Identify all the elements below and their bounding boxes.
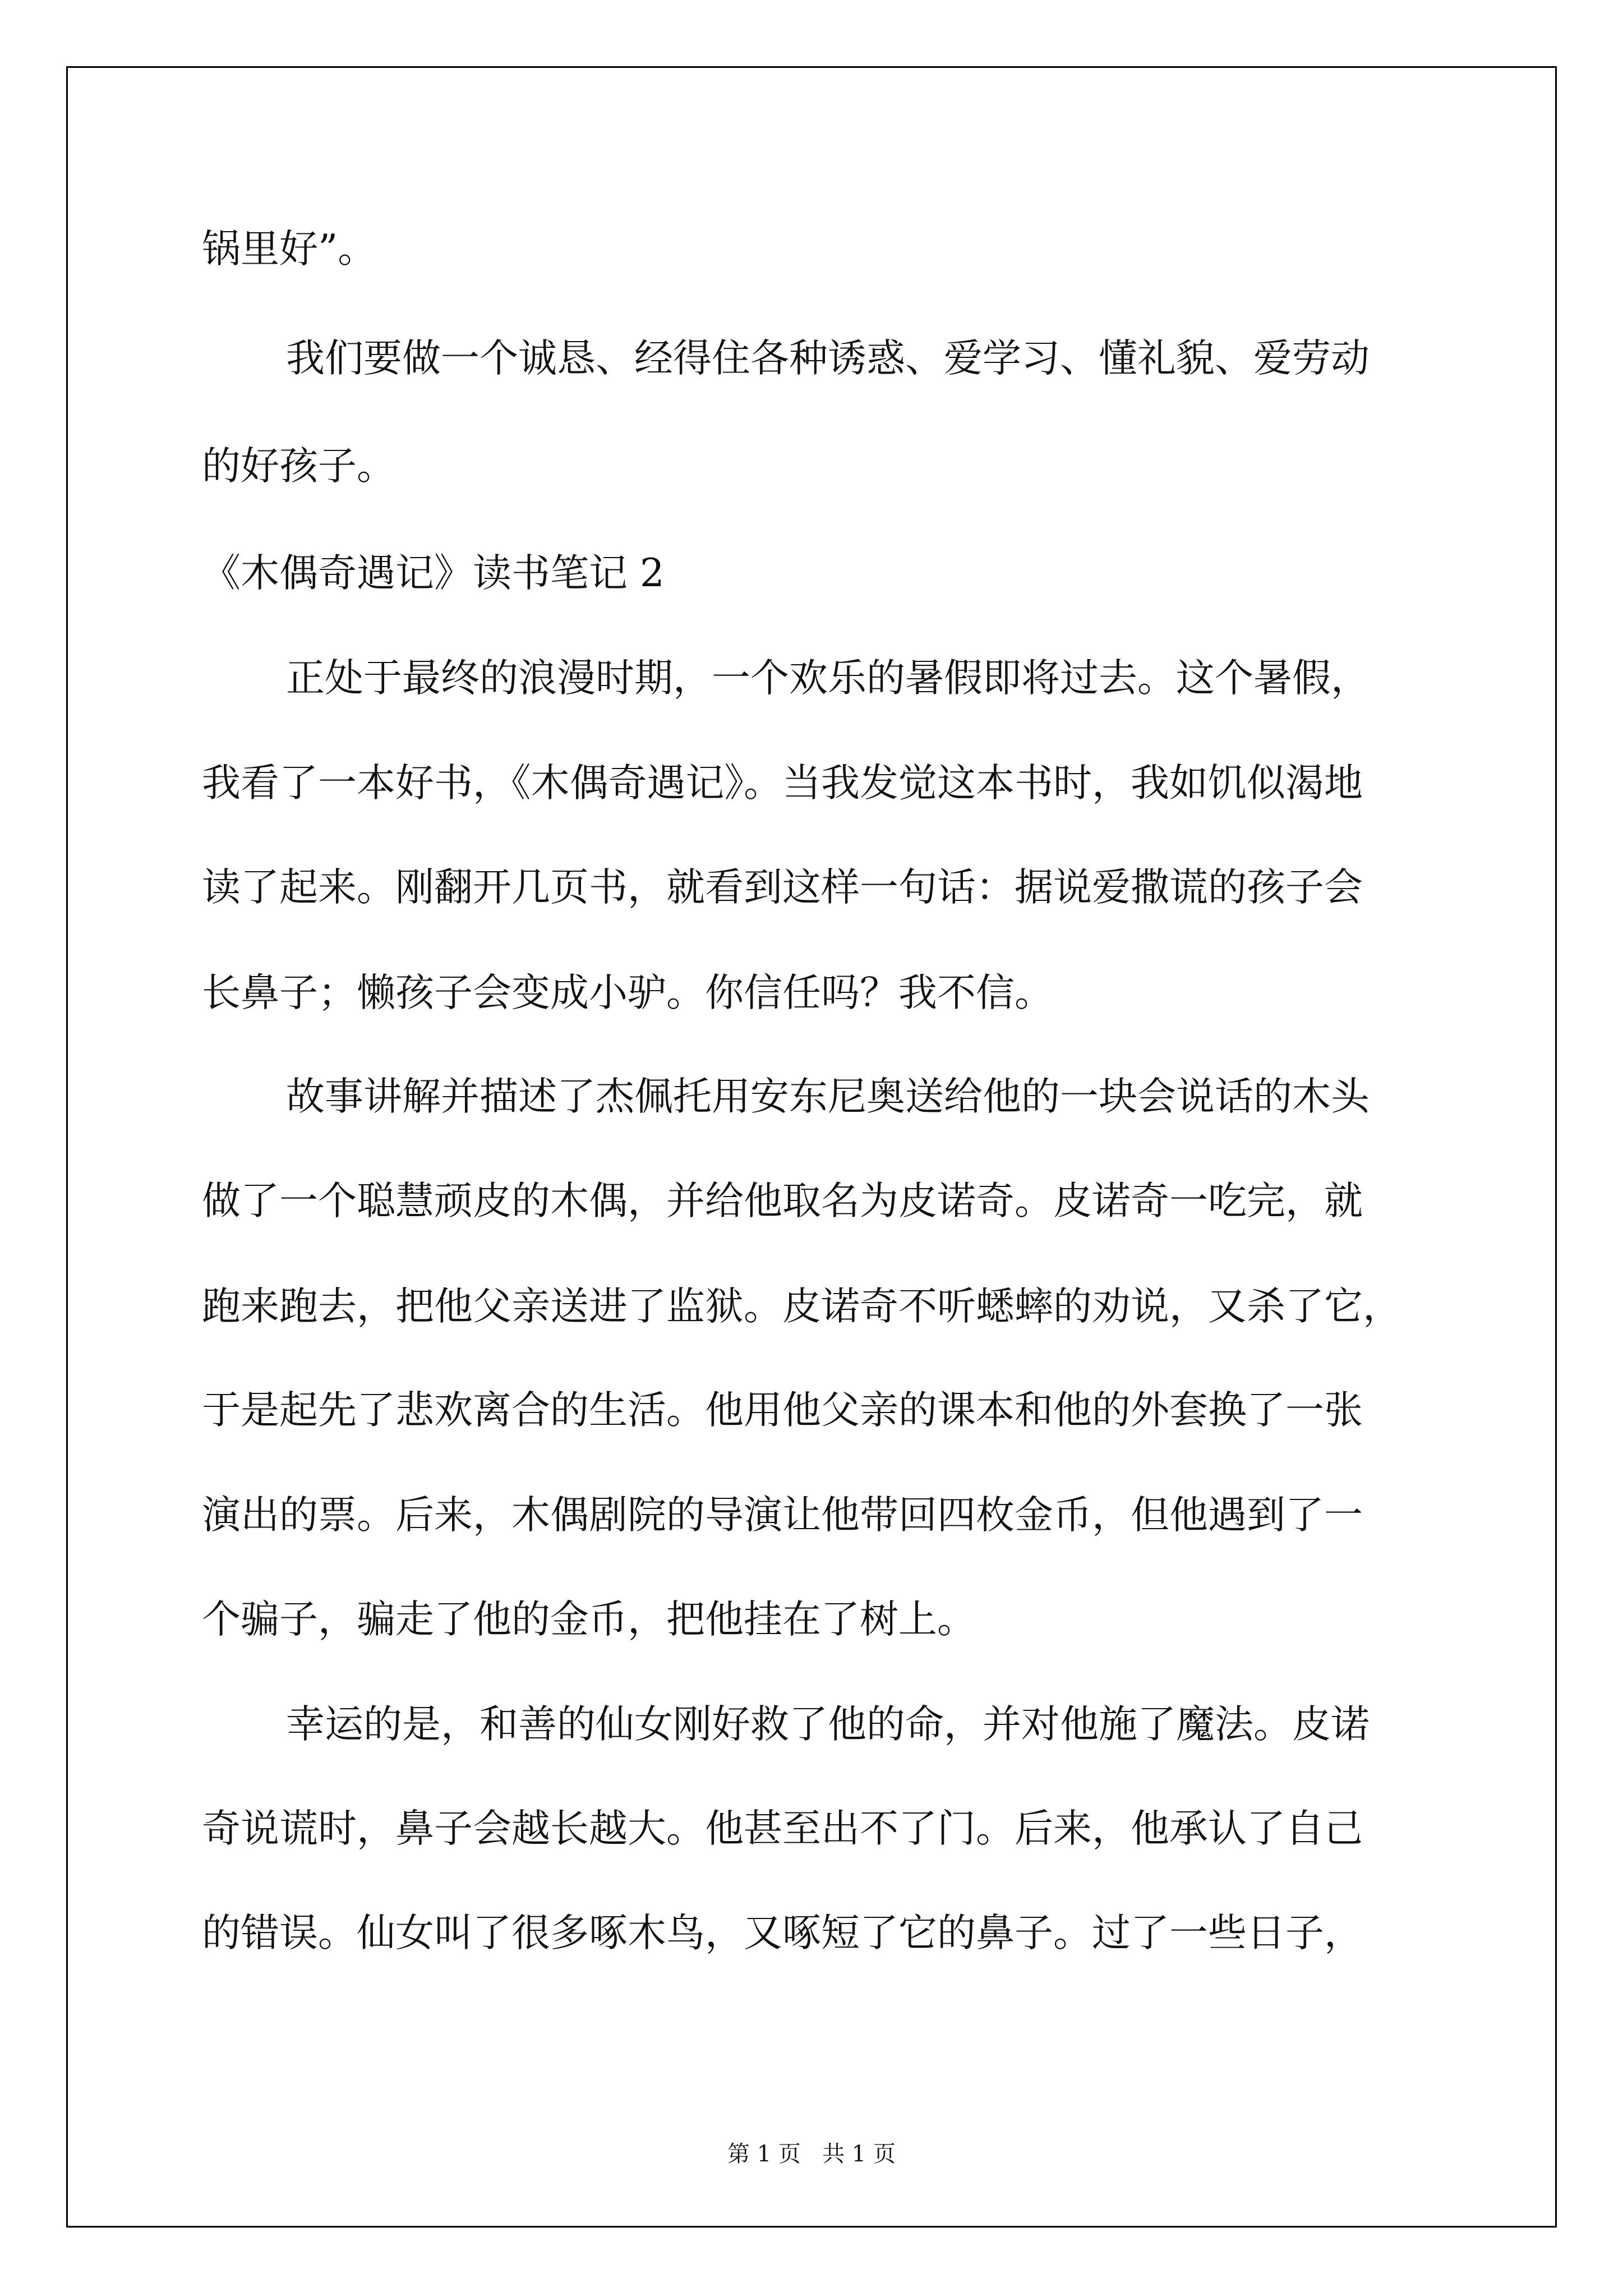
paragraph-line: 跑来跑去，把他父亲送进了监狱。皮诺奇不听蟋蟀的劝说，又杀了它，	[202, 1284, 1401, 1329]
paragraph-line: 奇说谎时，鼻子会越长越大。他甚至出不了门。后来，他承认了自己	[202, 1806, 1363, 1851]
paragraph-line: 幸运的是，和善的仙女刚好救了他的命，并对他施了魔法。皮诺	[286, 1702, 1370, 1747]
paragraph-line: 故事讲解并描述了杰佩托用安东尼奥送给他的一块会说话的木头	[286, 1074, 1370, 1119]
paragraph-line: 正处于最终的浪漫时期，一个欢乐的暑假即将过去。这个暑假，	[286, 656, 1370, 701]
page-border	[66, 66, 1557, 2228]
paragraph-line: 于是起先了悲欢离合的生活。他用他父亲的课本和他的外套换了一张	[202, 1388, 1363, 1433]
paragraph-line: 演出的票。后来，木偶剧院的导演让他带回四枚金币，但他遇到了一	[202, 1493, 1363, 1538]
paragraph-line: 的好孩子。	[202, 444, 395, 489]
paragraph-line: 做了一个聪慧顽皮的木偶，并给他取名为皮诺奇。皮诺奇一吃完，就	[202, 1179, 1363, 1223]
paragraph-line: 我们要做一个诚恳、经得住各种诱惑、爱学习、懂礼貌、爱劳动	[286, 336, 1370, 381]
paragraph-line: 我看了一本好书，《木偶奇遇记》。当我发觉这本书时，我如饥似渴地	[202, 761, 1363, 806]
paragraph-line: 读了起来。刚翻开几页书，就看到这样一句话：据说爱撒谎的孩子会	[202, 865, 1363, 910]
paragraph-line: 个骗子，骗走了他的金币，把他挂在了树上。	[202, 1597, 976, 1642]
page-footer: 第 1 页 共 1 页	[727, 2141, 896, 2167]
paragraph-line: 锅里好”。	[202, 227, 377, 272]
paragraph-line: 的错误。仙女叫了很多啄木鸟，又啄短了它的鼻子。过了一些日子，	[202, 1911, 1363, 1955]
paragraph-line: 长鼻子；懒孩子会变成小驴。你信任吗？我不信。	[202, 970, 1053, 1015]
section-heading: 《木偶奇遇记》读书笔记 2	[202, 551, 665, 596]
